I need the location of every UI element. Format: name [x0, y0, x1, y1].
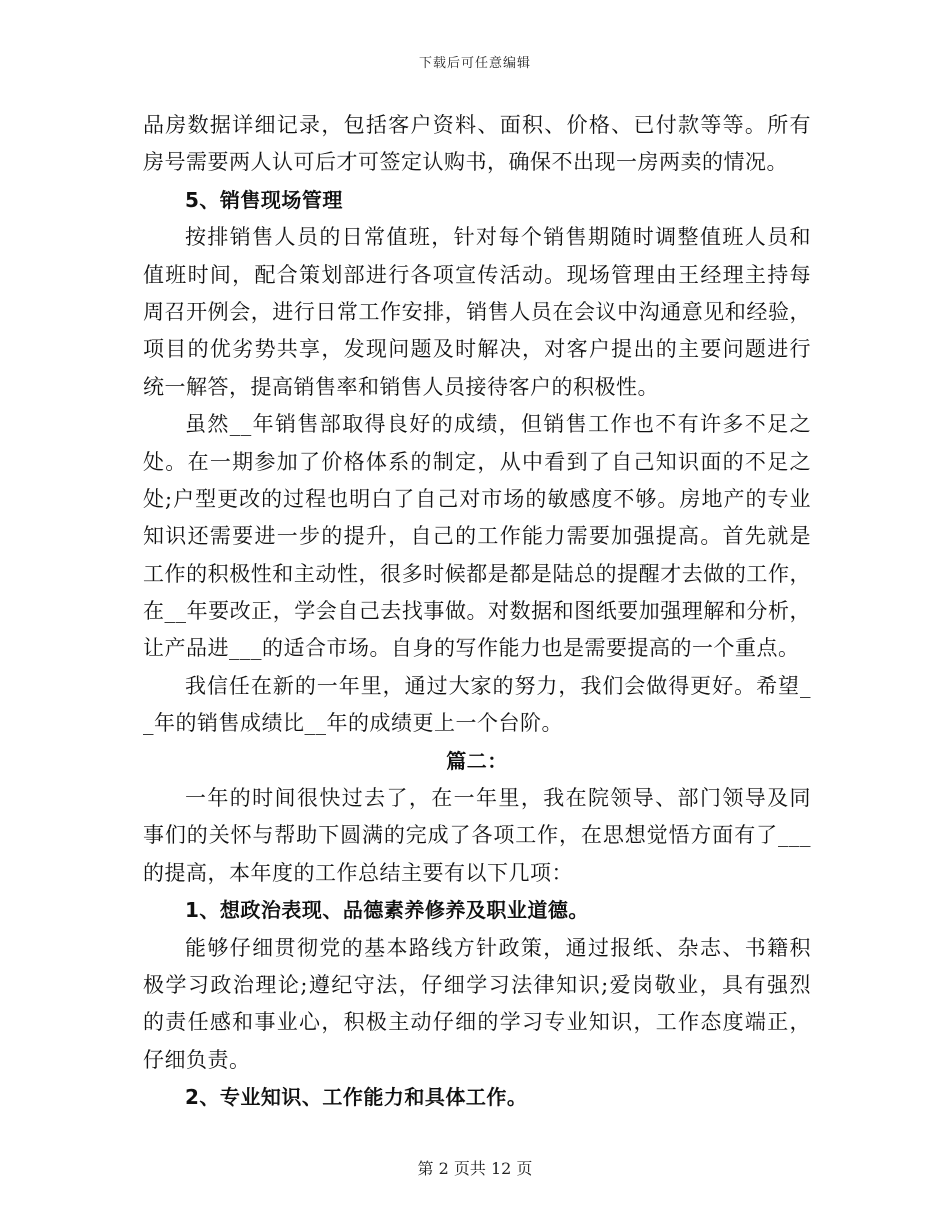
paragraph-line: 工作的积极性和主动性，很多时候都是都是陆总的提醒才去做的工作， [143, 561, 811, 586]
part-heading: 篇二： [446, 748, 508, 773]
paragraph-line: 房号需要两人认可后才可签定认购书，确保不出现一房两卖的情况。 [143, 150, 788, 175]
paragraph-line: 知识还需要进一步的提升，自己的工作能力需要加强提高。首先就是 [143, 524, 811, 549]
paragraph-line: 事们的关怀与帮助下圆满的完成了各项工作，在思想觉悟方面有了___ [143, 823, 811, 848]
paragraph-line: 项目的优劣势共享，发现问题及时解决，对客户提出的主要问题进行 [143, 337, 811, 362]
paragraph-line: 按排销售人员的日常值班，针对每个销售期随时调整值班人员和 [185, 225, 811, 250]
paragraph-line: 周召开例会，进行日常工作安排，销售人员在会议中沟通意见和经验， [143, 299, 811, 324]
section-heading: 5、销售现场管理 [185, 187, 343, 212]
page-number: 第 2 页共 12 页 [417, 1159, 533, 1178]
section-heading: 2、专业知识、工作能力和具体工作。 [185, 1085, 528, 1110]
paragraph-line: 极学习政治理论;遵纪守法，仔细学习法律知识;爱岗敬业，具有强烈 [143, 972, 811, 997]
paragraph-line: 一年的时间很快过去了，在一年里，我在院领导、部门领导及同 [185, 786, 811, 811]
paragraph-line: 处;户型更改的过程也明白了自己对市场的敏感度不够。房地产的专业 [143, 486, 811, 511]
paragraph-line: 统一解答，提高销售率和销售人员接待客户的积极性。 [143, 374, 659, 399]
paragraph-line: 虽然__年销售部取得良好的成绩，但销售工作也不有许多不足之 [185, 412, 811, 437]
paragraph-line: 的责任感和事业心，积极主动仔细的学习专业知识，工作态度端正， [143, 1010, 811, 1035]
paragraph-line: 的提高，本年度的工作总结主要有以下几项： [143, 860, 573, 885]
paragraph-line: 能够仔细贯彻党的基本路线方针政策，通过报纸、杂志、书籍积 [185, 935, 811, 960]
document-body [143, 107, 811, 1117]
paragraph-line: 让产品进___的适合市场。自身的写作能力也是需要提高的一个重点。 [143, 636, 800, 661]
paragraph-line: 品房数据详细记录，包括客户资料、面积、价格、已付款等等。所有 [143, 113, 811, 137]
paragraph-line: 处。在一期参加了价格体系的制定，从中看到了自己知识面的不足之 [143, 449, 811, 474]
paragraph-line: _年的销售成绩比__年的成绩更上一个台阶。 [143, 711, 563, 736]
paragraph-line: 值班时间，配合策划部进行各项宣传活动。现场管理由王经理主持每 [143, 262, 811, 287]
section-heading: 1、想政治表现、品德素养修养及职业道德。 [185, 898, 589, 923]
page-header-note: 下载后可任意编辑 [418, 56, 531, 71]
paragraph-line: 我信任在新的一年里，通过大家的努力，我们会做得更好。希望_ [185, 673, 811, 698]
paragraph-line: 在__年要改正，学会自己去找事做。对数据和图纸要加强理解和分析， [143, 599, 811, 624]
paragraph-line: 仔细负责。 [143, 1047, 251, 1072]
